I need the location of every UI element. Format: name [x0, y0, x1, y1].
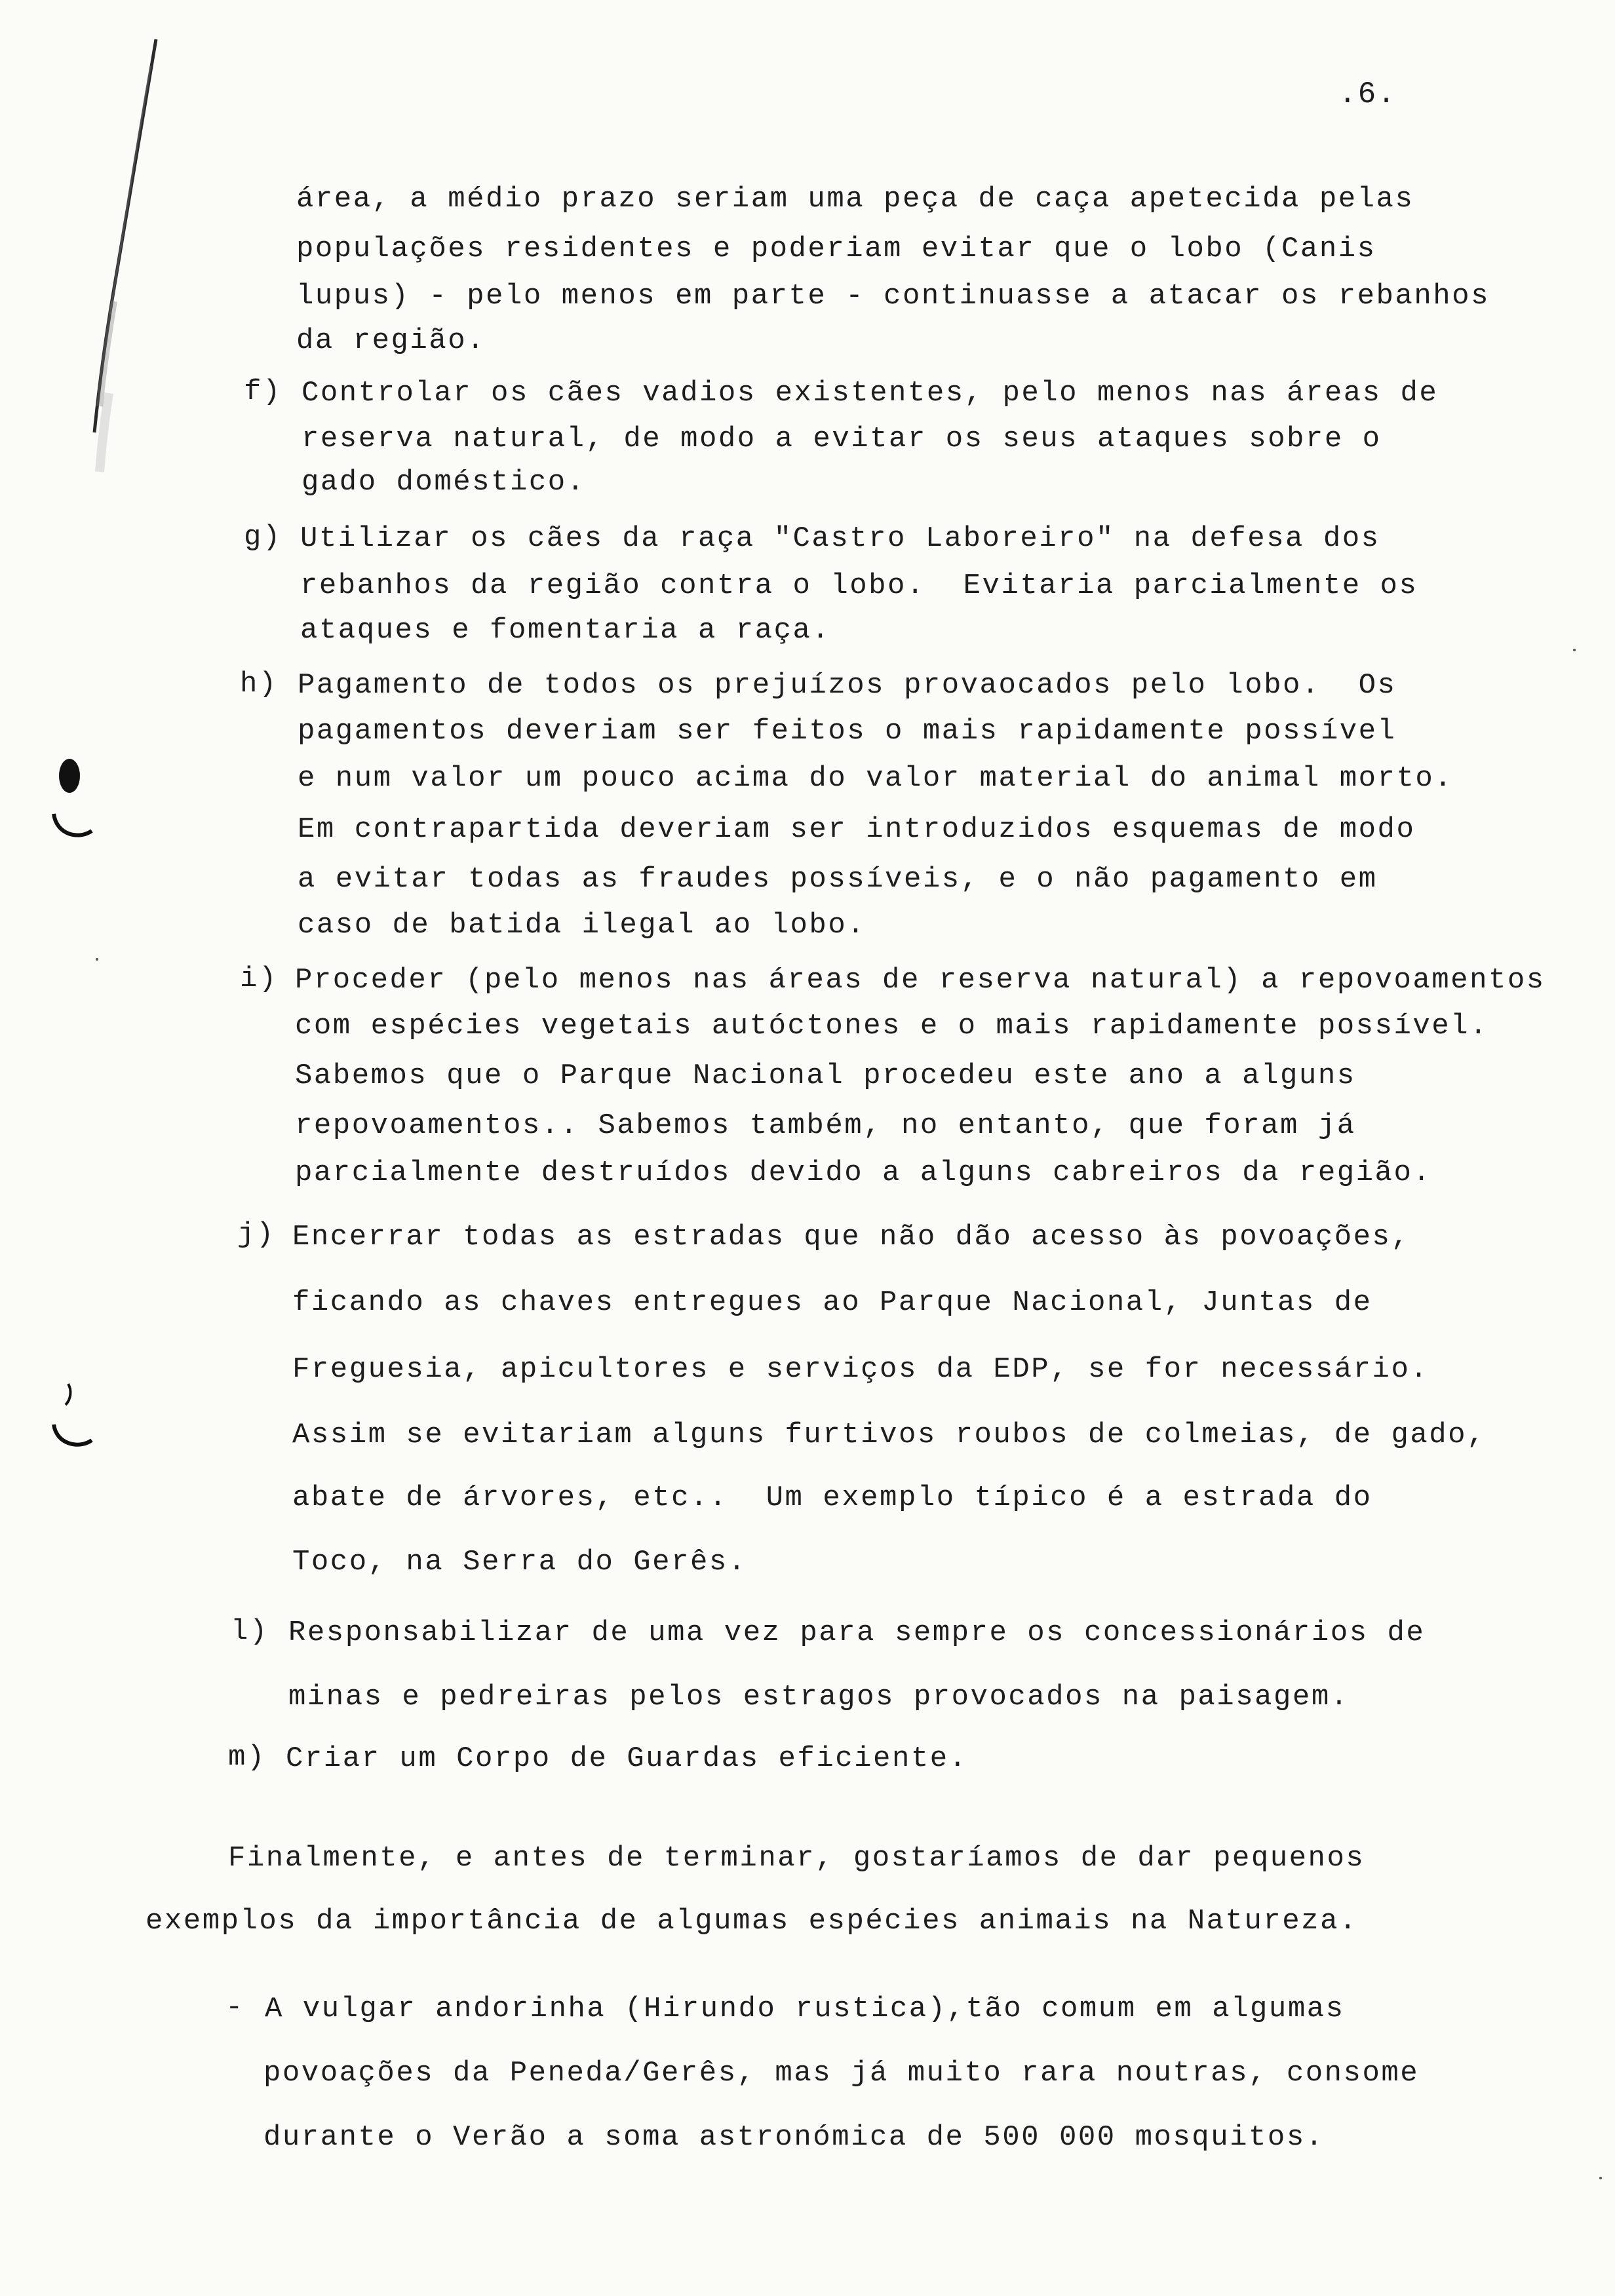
example-text-line: durante o Verão a soma astronómica de 500 000 mosquitos. [263, 2121, 1325, 2154]
list-item-text-line: Proceder (pelo menos nas áreas de reserva natural) a repovoamentos [295, 964, 1546, 997]
page-number: .6. [1338, 77, 1397, 111]
list-item-label-h: h) [240, 668, 278, 700]
list-item-text-line: gado doméstico. [302, 466, 586, 499]
list-item-label-j: j) [237, 1218, 275, 1251]
list-item-text-line: parcialmente destruídos devido a alguns cabreiros da região. [295, 1157, 1432, 1189]
list-item-label-i: i) [240, 963, 278, 995]
list-item-text-line: Encerrar todas as estradas que não dão acesso às povoações, [292, 1221, 1411, 1253]
list-item-label-f: f) [244, 375, 282, 408]
list-item-text-line: reserva natural, de modo a evitar os seus ataques sobre o [302, 423, 1382, 455]
list-item-text-line: Responsabilizar de uma vez para sempre os concessionários de [288, 1617, 1426, 1649]
list-item-text-line: abate de árvores, etc.. Um exemplo típico é a estrada do [292, 1482, 1372, 1514]
paper-speck [1599, 2177, 1602, 2179]
list-item-text-line: caso de batida ilegal ao lobo. [298, 909, 866, 942]
example-text-line: povoações da Peneda/Gerês, mas já muito rara noutras, consome [263, 2057, 1420, 2090]
body-text-line: da região. [296, 324, 486, 357]
list-item-text-line: Criar um Corpo de Guardas eficiente. [286, 1742, 968, 1775]
example-bullet: - [225, 1991, 244, 2024]
list-item-text-line: repovoamentos.. Sabemos também, no entanto, que foram já [295, 1109, 1356, 1142]
body-text-line: lupus) - pelo menos em parte - continuasse a atacar os rebanhos [296, 280, 1490, 313]
list-item-text-line: Toco, na Serra do Gerês. [292, 1546, 747, 1578]
list-item-text-line: Assim se evitariam alguns furtivos roubos de colmeias, de gado, [292, 1419, 1486, 1451]
list-item-text-line: Em contrapartida deveriam ser introduzidos esquemas de modo [298, 813, 1416, 846]
list-item-text-line: Sabemos que o Parque Nacional procedeu este ano a alguns [295, 1060, 1356, 1092]
punch-hole-mark-bottom [42, 1376, 101, 1461]
list-item-text-line: minas e pedreiras pelos estragos provocados na paisagem. [288, 1681, 1350, 1713]
example-text-line: A vulgar andorinha (Hirundo rustica),tão comum em algumas [265, 1993, 1345, 2025]
list-item-label-g: g) [244, 521, 282, 554]
list-item-label-m: m) [228, 1741, 266, 1774]
list-item-text-line: ficando as chaves entregues ao Parque Nacional, Juntas de [292, 1286, 1372, 1319]
closing-text-line: Finalmente, e antes de terminar, gostaríamos de dar pequenos [228, 1842, 1365, 1875]
paper-speck [1573, 649, 1576, 651]
closing-text-line: exemplos da importância de algumas espécies animais na Natureza. [146, 1905, 1358, 1938]
list-item-label-l: l) [231, 1615, 269, 1648]
list-item-text-line: a evitar todas as fraudes possíveis, e o não pagamento em [298, 863, 1378, 896]
list-item-text-line: pagamentos deveriam ser feitos o mais rapidamente possível [298, 715, 1397, 748]
paper-speck [96, 958, 98, 961]
body-text-line: populações residentes e poderiam evitar que o lobo (Canis [296, 233, 1376, 265]
list-item-text-line: ataques e fomentaria a raça. [300, 614, 831, 647]
margin-pen-stroke [46, 26, 177, 524]
list-item-text-line: Controlar os cães vadios existentes, pelo menos nas áreas de [302, 377, 1439, 410]
list-item-text-line: Freguesia, apicultores e serviços da EDP, se for necessário. [292, 1353, 1430, 1386]
list-item-text-line: com espécies vegetais autóctones e o mais rapidamente possível. [295, 1010, 1489, 1043]
punch-hole-mark-top [42, 754, 101, 852]
list-item-text-line: e num valor um pouco acima do valor material do animal morto. [298, 762, 1454, 795]
list-item-text-line: Utilizar os cães da raça "Castro Laboreiro" na defesa dos [300, 522, 1380, 555]
body-text-line: área, a médio prazo seriam uma peça de caça apetecida pelas [296, 183, 1414, 216]
list-item-text-line: Pagamento de todos os prejuízos provaocados pelo lobo. Os [298, 669, 1397, 702]
list-item-text-line: rebanhos da região contra o lobo. Evitaria parcialmente os [300, 569, 1418, 602]
